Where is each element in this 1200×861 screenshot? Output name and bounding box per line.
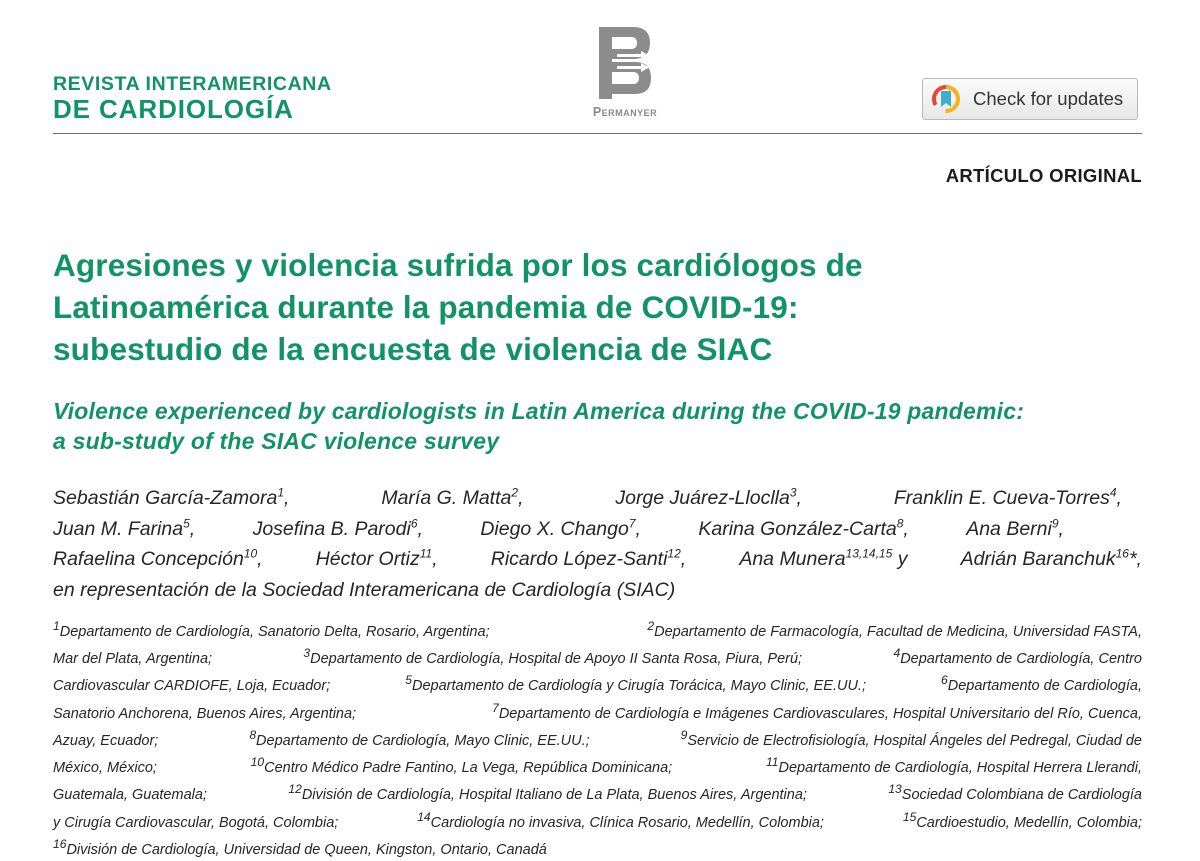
affiliation-line xyxy=(53,752,1142,779)
author: Karina González-Carta$^8$, xyxy=(698,516,909,540)
author-row xyxy=(53,514,1142,545)
author: Ana Berni$^9$, xyxy=(966,516,1064,540)
affiliations xyxy=(53,616,1142,861)
affiliation: México, México; xyxy=(53,760,157,776)
article-title-en xyxy=(53,396,1024,456)
affiliation: $^9$Servicio de Electrofisiología, Hospital Ángeles del Pedregal, Ciudad de xyxy=(680,727,1142,749)
crossmark-icon xyxy=(932,84,960,114)
author: Jorge Juárez-Lloclla$^3$, xyxy=(615,485,802,509)
article-title-es xyxy=(53,244,863,370)
title-es-line: Latinoamérica durante la pandemia de COVID-19: xyxy=(53,289,799,325)
permanyer-logo-icon xyxy=(599,27,651,99)
publisher-name: Permanyer xyxy=(592,105,658,119)
affiliation: $^4$Departamento de Cardiología, Centro xyxy=(893,646,1142,668)
affiliation-line xyxy=(53,698,1142,725)
affiliation: $^8$Departamento de Cardiología, Mayo Clinic, EE.UU.; xyxy=(249,727,590,749)
affiliation: $^7$Departamento de Cardiología e Imágenes Cardiovasculares, Hospital Universitario del Río, Cuenca, xyxy=(492,700,1142,722)
title-es-line: Agresiones y violencia sufrida por los cardiólogos de xyxy=(53,247,863,283)
affiliation: $^{15}$Cardioestudio, Medellín, Colombia; xyxy=(902,809,1142,831)
title-en-line: Violence experienced by cardiologists in Latin America during the COVID-19 pandemic: xyxy=(53,398,1025,424)
affiliation: $^2$Departamento de Farmacología, Facultad de Medicina, Universidad FASTA, xyxy=(647,619,1142,640)
author: Adrián Baranchuk$^{16}$*, xyxy=(960,546,1142,570)
affiliation: Guatemala, Guatemala; xyxy=(53,787,207,804)
header-divider xyxy=(53,133,1142,134)
affiliation: $^{12}$División de Cardiología, Hospital Italiano de La Plata, Buenos Aires, Argentina; xyxy=(288,782,807,804)
affiliation-line xyxy=(53,616,1142,643)
affiliation-line xyxy=(53,834,1142,861)
affiliation: Sanatorio Anchorena, Buenos Aires, Argentina; xyxy=(53,705,357,722)
author: Ana Munera$^{13,14,15}$ y xyxy=(739,546,908,570)
affiliation: Mar del Plata, Argentina; xyxy=(53,651,213,668)
article-type: ARTÍCULO ORIGINAL xyxy=(945,165,1142,186)
author-group: en representación de la Sociedad Interamericana de Cardiología (SIAC) xyxy=(53,578,676,601)
affiliation-line xyxy=(53,643,1142,670)
affiliation: $^{16}$División de Cardiología, Universidad de Queen, Kingston, Ontario, Canadá xyxy=(53,836,547,858)
author: Josefina B. Parodi$^6$, xyxy=(252,516,423,540)
author: María G. Matta$^2$, xyxy=(381,485,524,509)
author: Ricardo López-Santi$^{12}$, xyxy=(490,546,687,570)
affiliation-line xyxy=(53,807,1142,834)
affiliation: $^5$Departamento de Cardiología y Cirugía Torácica, Mayo Clinic, EE.UU.; xyxy=(405,673,866,695)
author: Diego X. Chango$^7$, xyxy=(480,516,641,540)
affiliation: $^{13}$Sociedad Colombiana de Cardiología xyxy=(888,782,1142,804)
affiliation: $^{10}$Centro Médico Padre Fantino, La Vega, República Dominicana; xyxy=(250,755,673,776)
affiliation: y Cirugía Cardiovascular, Bogotá, Colombia; xyxy=(53,814,339,831)
author-row xyxy=(53,483,1142,514)
author-row xyxy=(53,544,1142,575)
affiliation: Cardiovascular CARDIOFE, Loja, Ecuador; xyxy=(53,678,331,695)
affiliation: Azuay, Ecuador; xyxy=(53,732,159,749)
author: Franklin E. Cueva-Torres$^4$, xyxy=(893,485,1122,509)
affiliation: $^{14}$Cardiología no invasiva, Clínica Rosario, Medellín, Colombia; xyxy=(417,809,824,831)
check-for-updates-button[interactable] xyxy=(922,78,1138,120)
affiliation-line xyxy=(53,725,1142,752)
journal-title-line-1: REVISTA INTERAMERICANA xyxy=(53,73,332,95)
author: Juan M. Farina$^5$, xyxy=(53,516,196,540)
title-en-line: a sub-study of the SIAC violence survey xyxy=(53,428,500,454)
check-for-updates-label: Check for updates xyxy=(973,88,1124,109)
title-es-line: subestudio de la encuesta de violencia de SIAC xyxy=(53,331,773,367)
affiliation: $^3$Departamento de Cardiología, Hospital de Apoyo II Santa Rosa, Piura, Perú; xyxy=(303,646,803,668)
affiliation-line xyxy=(53,779,1142,806)
author-list xyxy=(53,483,1142,605)
author: Sebastián García-Zamora$^1$, xyxy=(53,485,290,509)
affiliation: $^1$Departamento de Cardiología, Sanatorio Delta, Rosario, Argentina; xyxy=(53,619,490,640)
publisher-logo xyxy=(570,27,680,119)
author-group-row xyxy=(53,575,1142,606)
author: Héctor Ortiz$^{11}$, xyxy=(315,546,438,570)
affiliation: $^{11}$Departamento de Cardiología, Hospital Herrera Llerandi, xyxy=(765,755,1142,776)
journal-title xyxy=(53,73,332,123)
affiliation: $^6$Departamento de Cardiología, xyxy=(941,673,1142,695)
journal-title-line-2: DE CARDIOLOGÍA xyxy=(53,94,294,124)
author: Rafaelina Concepción$^{10}$, xyxy=(53,546,263,570)
affiliation-line xyxy=(53,670,1142,697)
